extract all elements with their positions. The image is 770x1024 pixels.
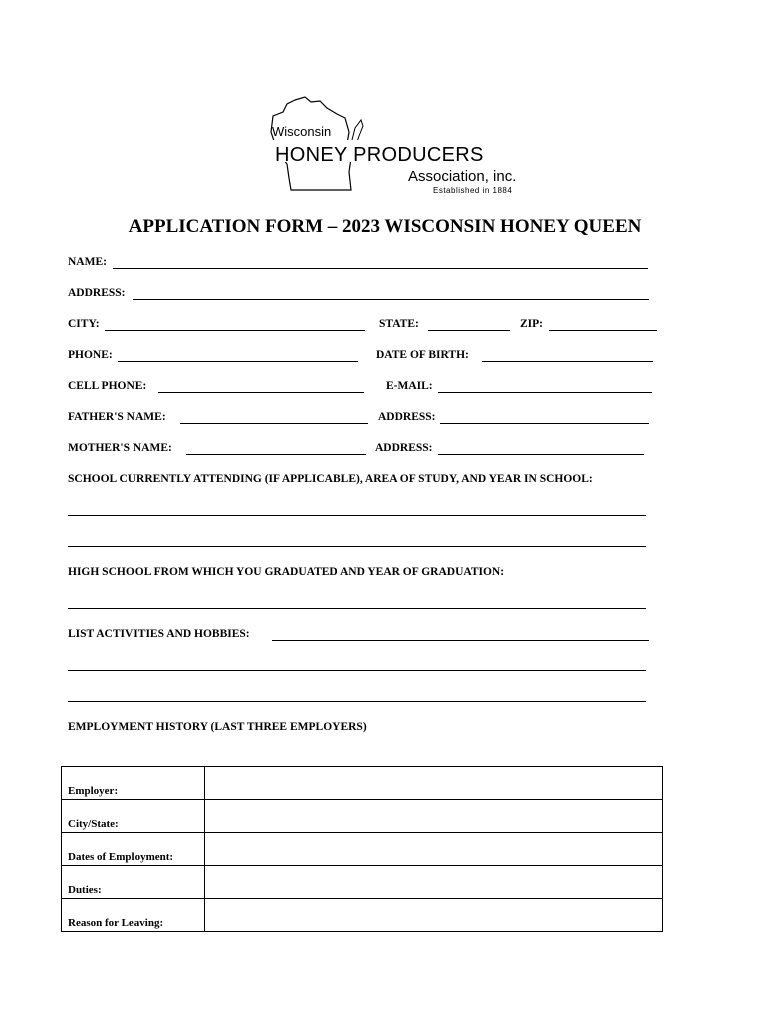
city-state-label: City/State: (62, 800, 205, 833)
father-name-field[interactable] (180, 423, 368, 424)
name-field[interactable] (113, 268, 648, 269)
association-logo (265, 92, 535, 197)
zip-field[interactable] (549, 330, 657, 331)
cell-phone-label: CELL PHONE: (68, 380, 147, 392)
activities-question: LIST ACTIVITIES AND HOBBIES: (68, 628, 250, 640)
city-field[interactable] (105, 330, 365, 331)
zip-label: ZIP: (520, 318, 543, 330)
table-row (62, 767, 663, 800)
activities-answer-line-2[interactable] (68, 670, 646, 671)
dates-of-employment-label: Dates of Employment: (62, 833, 205, 866)
email-field[interactable] (438, 392, 652, 393)
address-field[interactable] (133, 299, 649, 300)
high-school-answer-line[interactable] (68, 608, 646, 609)
city-label: CITY: (68, 318, 100, 330)
employer-label: Employer: (62, 767, 205, 800)
activities-answer-line-3[interactable] (68, 701, 646, 702)
dob-field[interactable] (482, 361, 653, 362)
state-field[interactable] (428, 330, 510, 331)
school-answer-line-1[interactable] (68, 515, 646, 516)
page-title: APPLICATION FORM – 2023 WISCONSIN HONEY QUEEN (128, 216, 642, 237)
email-label: E-MAIL: (386, 380, 433, 392)
logo-association: Association, inc. (408, 168, 517, 185)
employment-heading: EMPLOYMENT HISTORY (LAST THREE EMPLOYERS) (68, 721, 367, 733)
table-row (62, 800, 663, 833)
phone-field[interactable] (118, 361, 358, 362)
reason-for-leaving-label: Reason for Leaving: (62, 899, 205, 932)
table-row (62, 866, 663, 899)
logo-honey-producers: HONEY PRODUCERS (275, 144, 484, 166)
employer-cell[interactable] (205, 767, 663, 800)
activities-answer-line-1[interactable] (272, 640, 649, 641)
logo-established: Established in 1884 (433, 186, 513, 195)
logo-wisconsin: Wisconsin (272, 124, 332, 139)
mother-address-field[interactable] (438, 454, 644, 455)
high-school-question: HIGH SCHOOL FROM WHICH YOU GRADUATED AND YEAR OF GRADUATION: (68, 566, 505, 578)
dob-label: DATE OF BIRTH: (376, 349, 469, 361)
duties-label: Duties: (62, 866, 205, 899)
father-name-label: FATHER'S NAME: (68, 411, 166, 423)
employment-table (61, 766, 663, 932)
duties-cell[interactable] (205, 866, 663, 899)
table-row (62, 833, 663, 866)
city-state-cell[interactable] (205, 800, 663, 833)
mother-name-field[interactable] (186, 454, 366, 455)
school-question: SCHOOL CURRENTLY ATTENDING (IF APPLICABLE), AREA OF STUDY, AND YEAR IN SCHOOL: (68, 473, 593, 485)
dates-of-employment-cell[interactable] (205, 833, 663, 866)
reason-for-leaving-cell[interactable] (205, 899, 663, 932)
mother-address-label: ADDRESS: (375, 442, 433, 454)
cell-phone-field[interactable] (158, 392, 364, 393)
name-label: NAME: (68, 256, 107, 268)
mother-name-label: MOTHER'S NAME: (68, 442, 172, 454)
table-row (62, 899, 663, 932)
school-answer-line-2[interactable] (68, 546, 646, 547)
father-address-field[interactable] (440, 423, 649, 424)
phone-label: PHONE: (68, 349, 113, 361)
father-address-label: ADDRESS: (378, 411, 436, 423)
state-label: STATE: (379, 318, 419, 330)
address-label: ADDRESS: (68, 287, 126, 299)
